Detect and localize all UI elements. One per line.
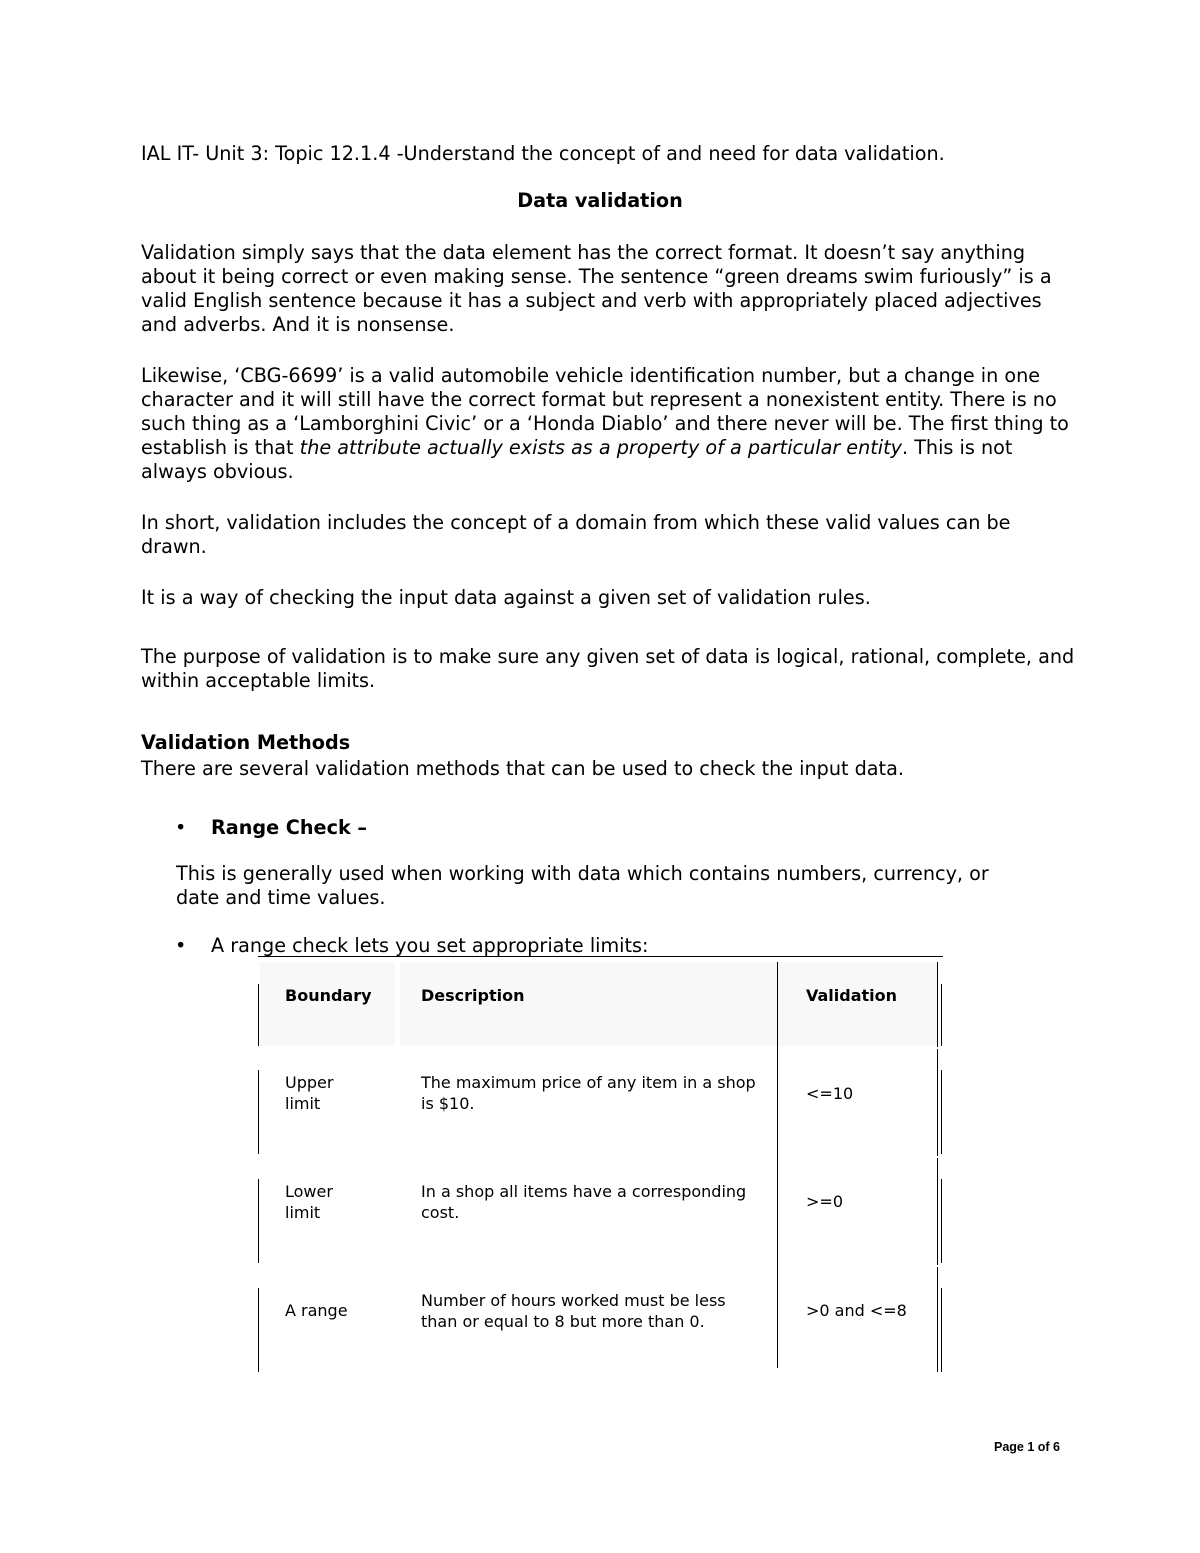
table-row-validation: <=10 [806,1084,854,1103]
validation-methods-intro: There are several validation methods that can be used to check the input data. [141,757,904,780]
table-left-border [258,1288,259,1372]
table-right-border [937,1158,938,1265]
table-left-border [258,984,259,1046]
table-row-boundary [285,1072,333,1114]
paragraph-purpose: The purpose of validation is to make sure any given set of data is logical, rational, complete, and within acceptable limits. [141,645,1075,692]
table-top-border [258,956,943,957]
table-left-border [258,1179,259,1263]
range-check-table [258,962,943,1372]
table-right-border [941,984,942,1046]
paragraph-likewise-example [141,364,1076,484]
table-row-description [421,1181,746,1223]
paragraph-validation-definition: Validation simply says that the data element has the correct format. It doesn’t say anything about it being correct or even making sense. The sentence “green dreams swim furiously” is a valid English sentence because it has a subject and verb with appropriately placed adjectives and adverbs. And it is nonsense. [141,241,1052,336]
boundary-line: Lower [285,1182,333,1201]
table-row-validation: >0 and <=8 [806,1301,907,1320]
boundary-line: limit [285,1094,321,1113]
table-header-validation: Validation [806,986,898,1005]
bullet-icon: • [175,934,187,957]
table-right-border [937,1267,938,1372]
paragraph-likewise-start: Likewise, ‘CBG-6699’ is a valid automobile vehicle identification number, but a change in one character and it will still have the correct format but represent a nonexistent entity. There is no such thing as a ‘Lamborghini Civic’ or a ‘Honda Diablo’ and there never will be. The first thing to establish is that [141,364,1069,459]
description-line: In a shop all items have a corresponding [421,1182,747,1201]
table-right-border [937,1049,938,1156]
description-line: The maximum price of any item in a shop [421,1073,756,1092]
table-right-border [941,1070,942,1154]
description-line: Number of hours worked must be less [421,1291,726,1310]
range-check-description: This is generally used when working with data which contains numbers, currency, or date and time values. [176,862,989,909]
boundary-line: Upper [285,1073,334,1092]
paragraph-likewise-italic: the attribute actually exists as a property of a particular entity [299,436,903,459]
paragraph-likewise-end: . This is not always obvious. [141,436,1013,483]
bullet-icon: • [175,816,187,839]
boundary-line: limit [285,1203,321,1222]
description-line: cost. [421,1203,460,1222]
description-line: is $10. [421,1094,475,1113]
table-row-description [421,1072,756,1114]
table-header-description: Description [421,986,525,1005]
table-right-border [941,1288,942,1372]
page-number: Page 1 of 6 [994,1440,1060,1454]
table-right-border [937,962,938,1047]
range-check-label: Range Check – [211,816,367,839]
document-header-line: IAL IT- Unit 3: Topic 12.1.4 -Understand the concept of and need for data validation. [141,142,945,165]
table-row-description [421,1290,726,1332]
table-left-border [258,1070,259,1154]
validation-methods-heading: Validation Methods [141,731,351,754]
table-header-boundary: Boundary [285,986,372,1005]
paragraph-checking-rules: It is a way of checking the input data against a given set of validation rules. [141,586,871,609]
description-line: than or equal to 8 but more than 0. [421,1312,705,1331]
table-row-validation: >=0 [806,1192,843,1211]
boundary-line: A range [285,1301,348,1320]
table-row-boundary [285,1181,333,1223]
table-row-boundary [285,1300,348,1321]
document-title: Data validation [517,189,683,212]
paragraph-domain-concept: In short, validation includes the concept of a domain from which these valid values can be drawn. [141,511,1011,558]
table-column-divider [777,962,778,1368]
range-limits-text: A range check lets you set appropriate limits: [211,934,649,957]
table-right-border [941,1179,942,1263]
